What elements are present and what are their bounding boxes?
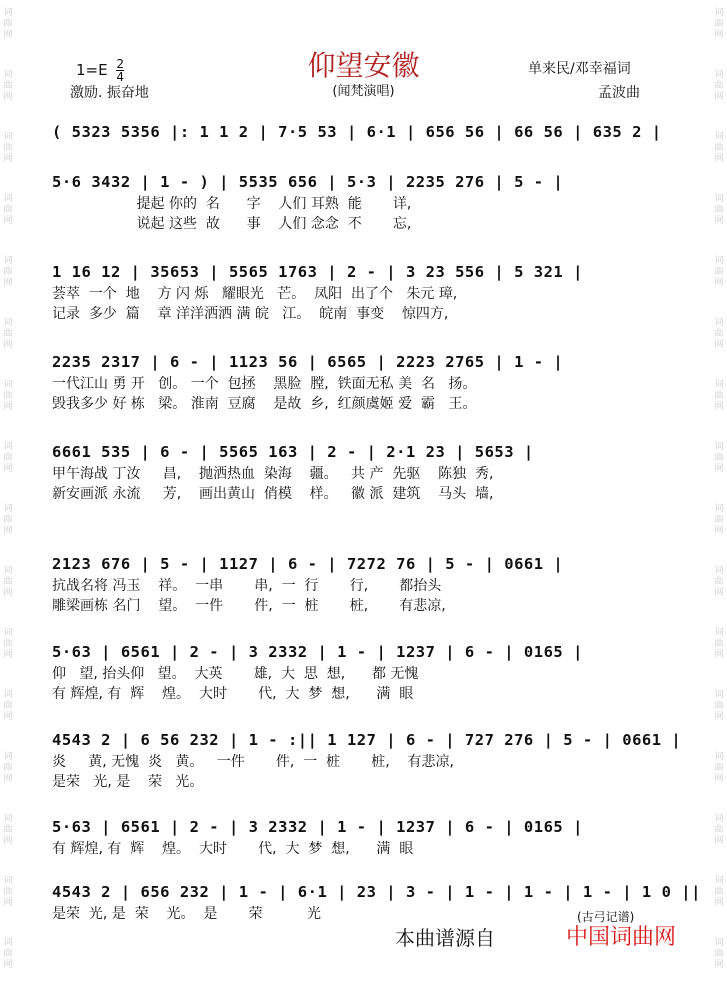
notation: 5·6 3432 | 1 - ) | 5535 656 | 5·3 | 2235 276 | 5 - |: [52, 173, 564, 191]
time-top: 2: [116, 57, 125, 71]
watermark-block: 词 曲 网: [3, 8, 13, 40]
watermark-block: 词 曲 网: [714, 752, 724, 784]
source-text: 本曲谱源自: [395, 926, 495, 950]
lyric-line: 抗战名将 冯玉 祥。 一串 串, 一 行 行, 都抬头: [52, 578, 442, 594]
lyric-line: 有 辉煌, 有 辉 煌。 大时 代, 大 梦 想, 满 眼: [52, 686, 414, 702]
watermark-block: 词 曲 网: [3, 752, 13, 784]
singer: (闻梵演唱): [332, 84, 395, 99]
watermark-block: 词 曲 网: [714, 318, 724, 350]
score-line: [52, 552, 662, 616]
side-watermark-left: [0, 0, 16, 988]
tempo-marking: 激励. 振奋地: [70, 85, 149, 101]
lyric-line: 荟萃 一个 地 方 闪 烁 耀眼光 芒。 凤阳 出了个 朱元 璋,: [52, 286, 458, 302]
lyric-line: 新安画派 永流 芳, 画出黄山 俏模 样。 徽 派 建筑 马头 墙,: [52, 486, 494, 502]
watermark-block: 词 曲 网: [714, 70, 724, 102]
lyric-line: 甲午海战 丁汝 昌, 抛洒热血 染海 疆。 共 产 先驱 陈独 秀,: [52, 466, 494, 482]
watermark-block: 词 曲 网: [714, 566, 724, 598]
lyric-line: 仰 望, 抬头仰 望。 大英 雄, 大 思 想, 都 无愧: [52, 666, 419, 682]
notation: 2123 676 | 5 - | 1127 | 6 - | 7272 76 | 5 - | 0661 |: [52, 555, 564, 573]
watermark-block: 词 曲 网: [3, 628, 13, 660]
watermark-block: 词 曲 网: [714, 194, 724, 226]
watermark-block: 词 曲 网: [714, 442, 724, 474]
notation: 4543 2 | 6 56 232 | 1 - :|| 1 127 | 6 - | 727 276 | 5 - | 0661 |: [52, 731, 682, 749]
song-title: 仰望安徽: [307, 49, 420, 82]
lyric-line: 毁我多少 好 栋 梁。 淮南 豆腐 是故 乡, 红颜虞姬 爱 霸 王。: [52, 396, 477, 412]
notation: 4543 2 | 656 232 | 1 - | 6·1 | 23 | 3 - | 1 - | 1 - | 1 - | 1 0 ||: [52, 883, 701, 901]
watermark-block: 词 曲 网: [714, 8, 724, 40]
watermark-block: 词 曲 网: [3, 566, 13, 598]
watermark-block: 词 曲 网: [714, 132, 724, 164]
score-line: [52, 815, 662, 859]
score-line: [52, 640, 662, 704]
notation: ( 5323 5356 |: 1 1 2 | 7·5 53 | 6·1 | 656 56 | 66 56 | 635 2 |: [52, 123, 662, 141]
lyric-line: 说起 这些 故 事 人们 念念 不 忘,: [52, 216, 412, 232]
watermark-block: 词 曲 网: [3, 132, 13, 164]
transcriber-credit: (古弓记谱): [577, 910, 635, 924]
watermark-block: 词 曲 网: [3, 690, 13, 722]
notation: 2235 2317 | 6 - | 1123 56 | 6565 | 2223 2765 | 1 - |: [52, 353, 564, 371]
watermark-block: 词 曲 网: [3, 194, 13, 226]
watermark-block: 词 曲 网: [714, 628, 724, 660]
score-line: [52, 170, 662, 234]
score-line: [52, 728, 682, 792]
watermark-block: 词 曲 网: [3, 318, 13, 350]
lyric-line: 一代江山 勇 开 创。 一个 包拯 黑脸 膛, 铁面无私 美 名 扬。: [52, 376, 477, 392]
lyric-line: 有 辉煌, 有 辉 煌。 大时 代, 大 梦 想, 满 眼: [52, 841, 414, 857]
notation: 5·63 | 6561 | 2 - | 3 2332 | 1 - | 1237 | 6 - | 0165 |: [52, 818, 583, 836]
side-watermark-right: [711, 0, 727, 988]
watermark-block: 词 曲 网: [714, 504, 724, 536]
lyric-line: 提起 你的 名 字 人们 耳熟 能 详,: [52, 196, 412, 212]
score-line: [52, 880, 701, 924]
notation: 1 16 12 | 35653 | 5565 1763 | 2 - | 3 23 556 | 5 321 |: [52, 263, 583, 281]
watermark-block: 词 曲 网: [3, 504, 13, 536]
watermark-block: 词 曲 网: [3, 256, 13, 288]
score-line: [52, 260, 662, 324]
watermark-block: 词 曲 网: [3, 876, 13, 908]
watermark-block: 词 曲 网: [3, 380, 13, 412]
watermark-block: 词 曲 网: [714, 938, 724, 970]
composer: 孟波曲: [598, 85, 640, 101]
lyric-line: 雕梁画栋 名门 望。 一件 件, 一 桩 桩, 有悲凉,: [52, 598, 446, 614]
lyric-line: 是荣 光, 是 荣 光。 是 荣 光: [52, 906, 322, 922]
lyric-line: 是荣 光, 是 荣 光。: [52, 774, 204, 790]
watermark-block: 词 曲 网: [3, 70, 13, 102]
lyric-line: 记录 多少 篇 章 洋洋洒洒 满 皖 江。 皖南 事变 惊四方,: [52, 306, 449, 322]
notation: 6661 535 | 6 - | 5565 163 | 2 - | 2·1 23 | 5653 |: [52, 443, 534, 461]
site-name: 中国词曲网: [566, 925, 677, 950]
watermark-block: 词 曲 网: [714, 256, 724, 288]
watermark-block: 词 曲 网: [3, 814, 13, 846]
time-bottom: 4: [116, 70, 125, 84]
score-line: [52, 120, 662, 144]
watermark-block: 词 曲 网: [714, 380, 724, 412]
watermark-block: 词 曲 网: [3, 442, 13, 474]
score-line: [52, 350, 662, 414]
watermark-block: 词 曲 网: [714, 690, 724, 722]
watermark-block: 词 曲 网: [714, 814, 724, 846]
lyric-line: 炎 黄, 无愧 炎 黄。 一件 件, 一 桩 桩, 有悲凉,: [52, 754, 455, 770]
lyricist: 单来民/邓幸福词: [528, 61, 631, 77]
watermark-block: 词 曲 网: [714, 876, 724, 908]
notation: 5·63 | 6561 | 2 - | 3 2332 | 1 - | 1237 | 6 - | 0165 |: [52, 643, 583, 661]
watermark-block: 词 曲 网: [3, 938, 13, 970]
key-text: 1=E: [76, 61, 108, 79]
score-line: [52, 440, 662, 504]
